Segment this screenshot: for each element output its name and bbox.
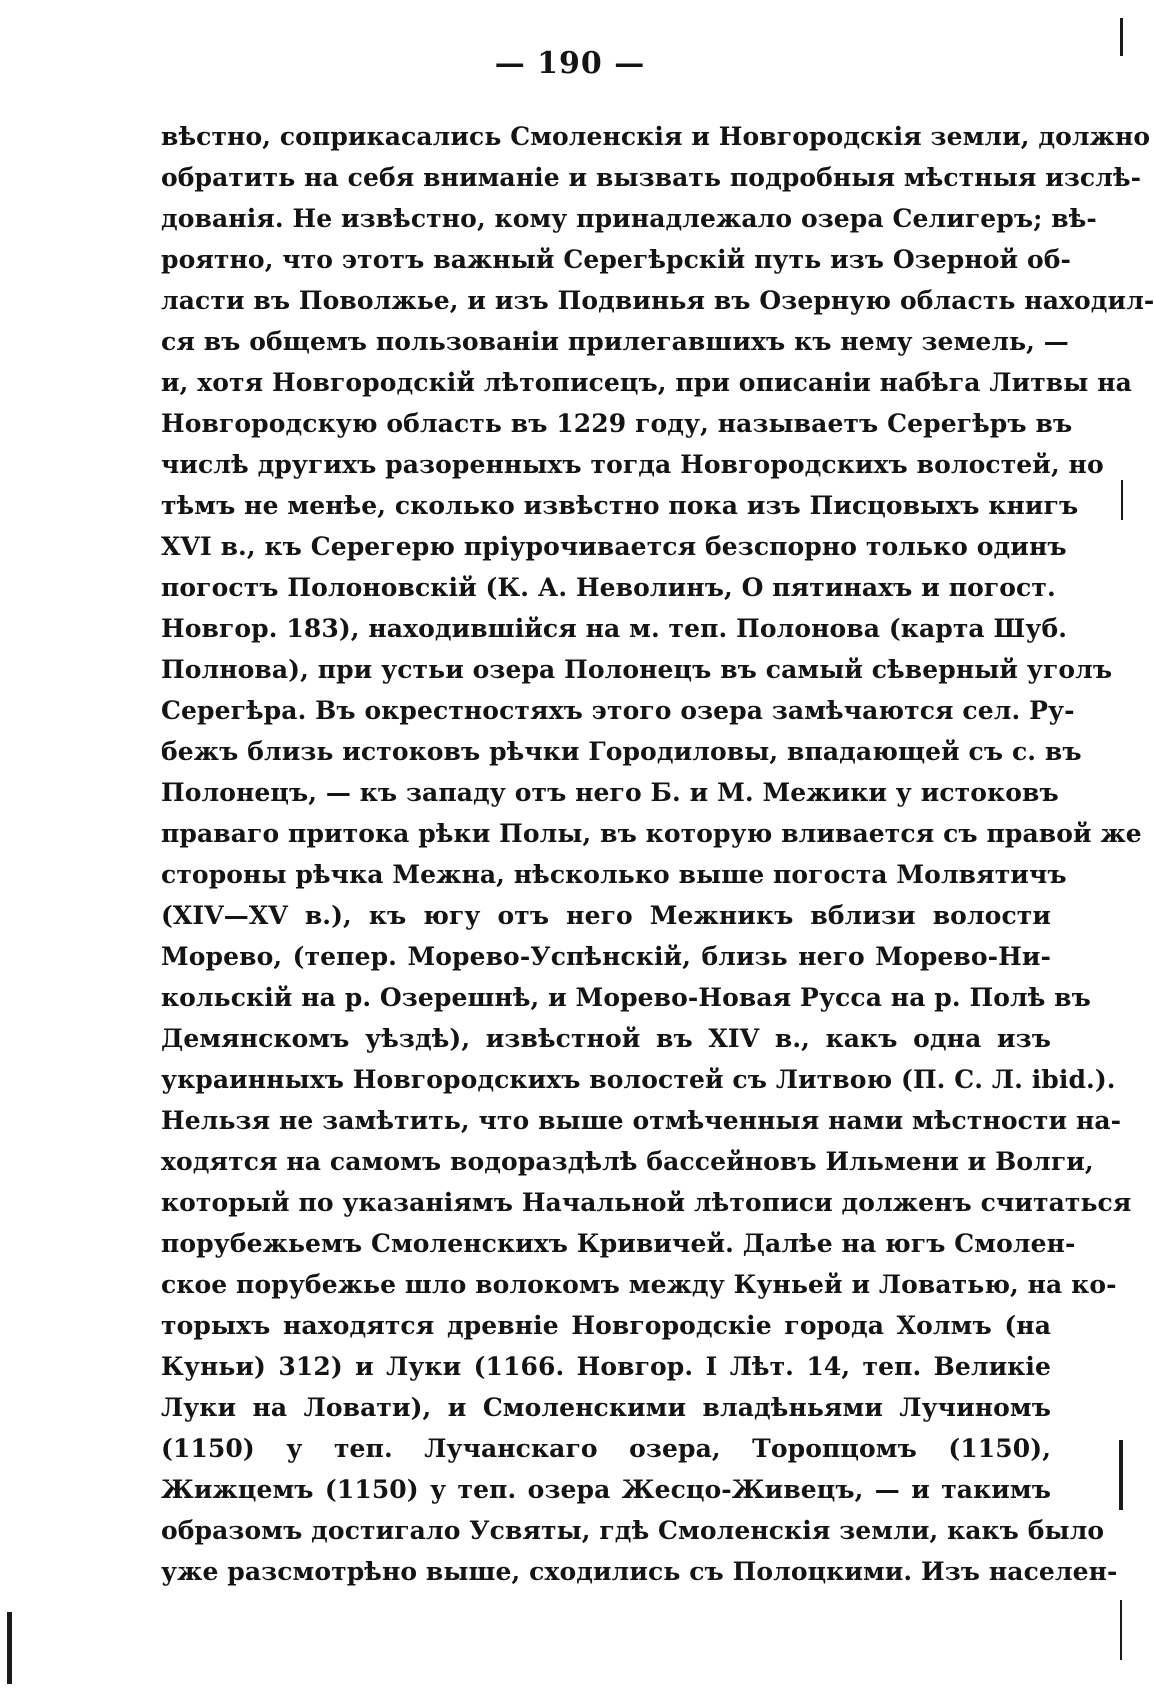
scan-edge-mark: [1120, 1600, 1122, 1660]
text-line: украинныхъ Новгородскихъ волостей съ Литвою (П. С. Л. ibid.).: [161, 1065, 1116, 1094]
text-line: Жижцемъ (1150) у теп. озера Жесцо-Живецъ, — и такимъ: [161, 1475, 1051, 1504]
body-text: [161, 116, 1154, 1592]
text-line: ское порубежье шло волокомъ между Куньей и Ловатью, на ко-: [161, 1270, 1117, 1299]
scan-edge-mark: [7, 1612, 12, 1684]
text-line: вѣстно, соприкасались Смоленскія и Новгородскія земли, должно: [161, 122, 1151, 151]
scan-edge-mark: [1120, 18, 1123, 56]
text-line: бежъ близь истоковъ рѣчки Городиловы, впадающей съ с. въ: [161, 737, 1082, 766]
text-line: Морево, (тепер. Морево-Успѣнскій, близь него Морево-Ни-: [161, 942, 1051, 971]
text-line: Полнова), при устьи озера Полонецъ въ самый сѣверный уголъ: [161, 655, 1113, 684]
text-line: и, хотя Новгородскій лѣтописецъ, при описаніи набѣга Литвы на: [161, 368, 1132, 397]
text-line: числѣ другихъ разоренныхъ тогда Новгородскихъ волостей, но: [161, 450, 1104, 479]
text-line: уже разсмотрѣно выше, сходились съ Полоцкими. Изъ населен-: [161, 1557, 1118, 1586]
text-line: торыхъ находятся древніе Новгородскіе города Холмъ (на: [161, 1311, 1051, 1340]
text-line: ходятся на самомъ водораздѣлѣ бассейновъ Ильмени и Волги,: [161, 1147, 1094, 1176]
text-line: Куньи) 312) и Луки (1166. Новгор. I Лѣт. 14, теп. Великіе: [161, 1352, 1051, 1381]
text-line: (1150) у теп. Лучанскаго озера, Торопцомъ (1150),: [161, 1434, 1051, 1463]
text-line: Новгор. 183), находившійся на м. теп. Полонова (карта Шуб.: [161, 614, 1068, 643]
text-line: Новгородскую область въ 1229 году, называетъ Серегѣръ въ: [161, 409, 1073, 438]
text-line: Демянскомъ уѣздѣ), извѣстной въ XIV в., какъ одна изъ: [161, 1024, 1051, 1053]
text-line: XVI в., къ Серегерю пріурочивается безспорно только одинъ: [161, 532, 1067, 561]
scan-edge-mark: [1119, 1440, 1123, 1510]
text-line: образомъ достигало Усвяты, гдѣ Смоленскія земли, какъ было: [161, 1516, 1105, 1545]
scan-edge-mark: [1121, 480, 1123, 520]
text-line: погостъ Полоновскій (К. А. Неволинъ, О пятинахъ и погост.: [161, 573, 1056, 602]
text-line: Луки на Ловати), и Смоленскими владѣньями Лучиномъ: [161, 1393, 1051, 1422]
text-line: ся въ общемъ пользованіи прилегавшихъ къ нему земель, —: [161, 327, 1069, 356]
text-line: Серегѣра. Въ окрестностяхъ этого озера замѣчаются сел. Ру-: [161, 696, 1075, 725]
text-line: стороны рѣчка Межна, нѣсколько выше погоста Молвятичъ: [161, 860, 1067, 889]
text-line: Нельзя не замѣтить, что выше отмѣченныя нами мѣстности на-: [161, 1106, 1122, 1135]
text-line: ласти въ Поволжье, и изъ Подвинья въ Озерную область находил-: [161, 286, 1154, 315]
text-line: праваго притока рѣки Полы, въ которую вливается съ правой же: [161, 819, 1142, 848]
text-line: кольскій на р. Озерешнѣ, и Морево-Новая Русса на р. Полѣ въ: [161, 983, 1091, 1012]
text-line: тѣмъ не менѣе, сколько извѣстно пока изъ Писцовыхъ книгъ: [161, 491, 1079, 520]
text-line: Полонецъ, — къ западу отъ него Б. и М. Межики у истоковъ: [161, 778, 1059, 807]
text-line: роятно, что этотъ важный Серегѣрскій путь изъ Озерной об-: [161, 245, 1072, 274]
text-line: обратить на себя вниманіе и вызвать подробныя мѣстныя изслѣ-: [161, 163, 1142, 192]
text-line: дованія. Не извѣстно, кому принадлежало озера Селигеръ; вѣ-: [161, 204, 1097, 233]
text-line: порубежьемъ Смоленскихъ Кривичей. Далѣе на югъ Смолен-: [161, 1229, 1076, 1258]
page-number: — 190 —: [494, 46, 646, 81]
text-line: который по указаніямъ Начальной лѣтописи долженъ считаться: [161, 1188, 1132, 1217]
text-line: (XIV—XV в.), къ югу отъ него Межникъ вблизи волости: [161, 901, 1051, 930]
